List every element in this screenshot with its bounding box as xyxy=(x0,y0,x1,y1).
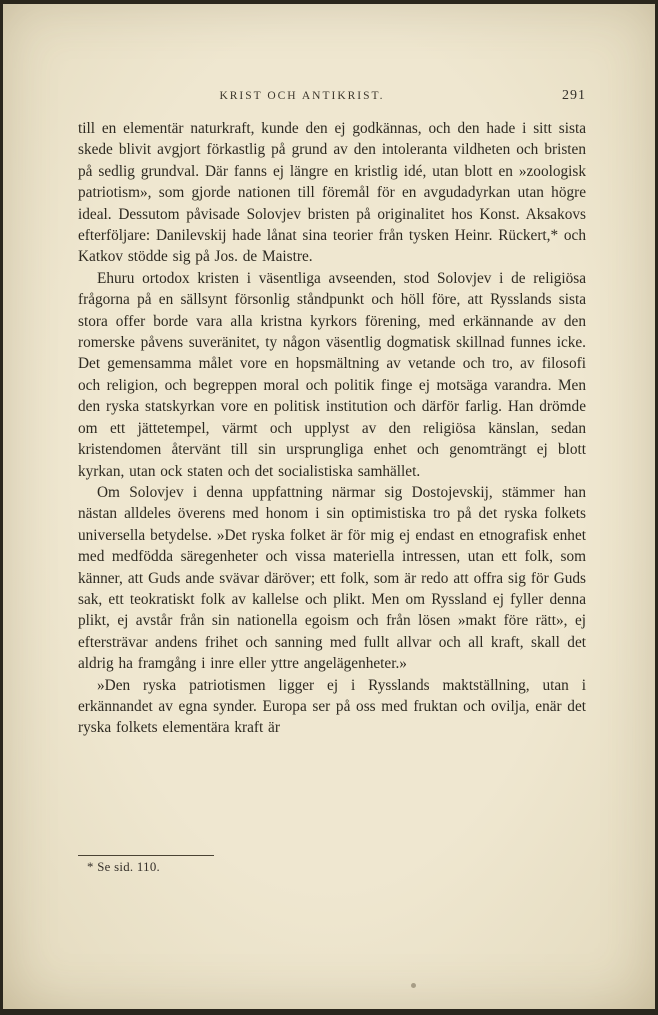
paragraph: Ehuru ortodox kristen i väsentliga avseenden, stod Solovjev i de religiösa frågorna på en sällsynt försonlig ståndpunkt och höll före, att Rysslands sista stora offer borde vara alla kristna kyrkors förening, med erkännande av den romerske påvens suveränitet, ty någon väsentlig dogmatisk skillnad funnes icke. Det gemensamma målet vore en hopsmältning av vetande och tro, av filosofi och religion, och begreppen moral och politik finge ej motsäga varandra. Men den ryska statskyrkan vore en politisk institution och därför farlig. Han drömde om ett jättetempel, värmt och upplyst av den religiösa känslan, sedan kristendomen återvänt till sin ursprungliga enhet och genomträngt ej blott kyrkan, utan ock staten och det socialistiska samhället. xyxy=(78,269,586,480)
running-header xyxy=(78,90,586,110)
running-header-title: KRIST OCH ANTIKRIST. xyxy=(219,90,385,102)
footnote: * Se sid. 110. xyxy=(87,860,161,874)
body-text xyxy=(78,118,586,739)
page-number: 291 xyxy=(562,88,586,103)
paper-speck xyxy=(411,983,416,988)
paragraph: »Den ryska patriotismen ligger ej i Rysslands maktställning, utan i erkännandet av egna synder. Europa ser på oss med fruktan och ovilja, enär det ryska folkets elementära kraft är xyxy=(78,676,586,737)
paragraph: till en elementär naturkraft, kunde den ej godkännas, och den hade i sitt sista skede blivit avgjort förkastlig på grund av den intoleranta vildheten och bristen på sedlig grundval. Där fanns ej längre en kristlig idé, utan blott en »zoologisk patriotism», som gjorde nationen till föremål för en avgudadyrkan utan högre ideal. Dessutom påvisade Solovjev bristen på originalitet hos Konst. Aksakovs efterföljare: Danilevskij hade lånat sina teorier från tysken Heinr. Rückert,* och Katkov stödde sig på Jos. de Maistre. xyxy=(78,120,586,266)
paragraph: Om Solovjev i denna uppfattning närmar sig Dostojevskij, stämmer han nästan alldeles överens med honom i sin optimistiska tro på det ryska folkets universella betydelse. »Det ryska folket är för mig ej endast en etnografisk enhet med medfödda säregenheter och vissa materiella intressen, utan ett folk, som känner, att Guds ande svävar däröver; ett folk, som är redo att offra sig för Guds sak, ett teokratiskt folk av kallelse och plikt. Men om Ryssland ej fyller denna plikt, ej avstår från sin nationella egoism och från lösen »makt före rätt», ej eftersträvar andens frihet och sanning med fullt allvar och all kraft, skall det aldrig ha framgång i inre eller yttre angelägenheter.» xyxy=(78,483,586,673)
footnote-separator xyxy=(78,855,214,856)
